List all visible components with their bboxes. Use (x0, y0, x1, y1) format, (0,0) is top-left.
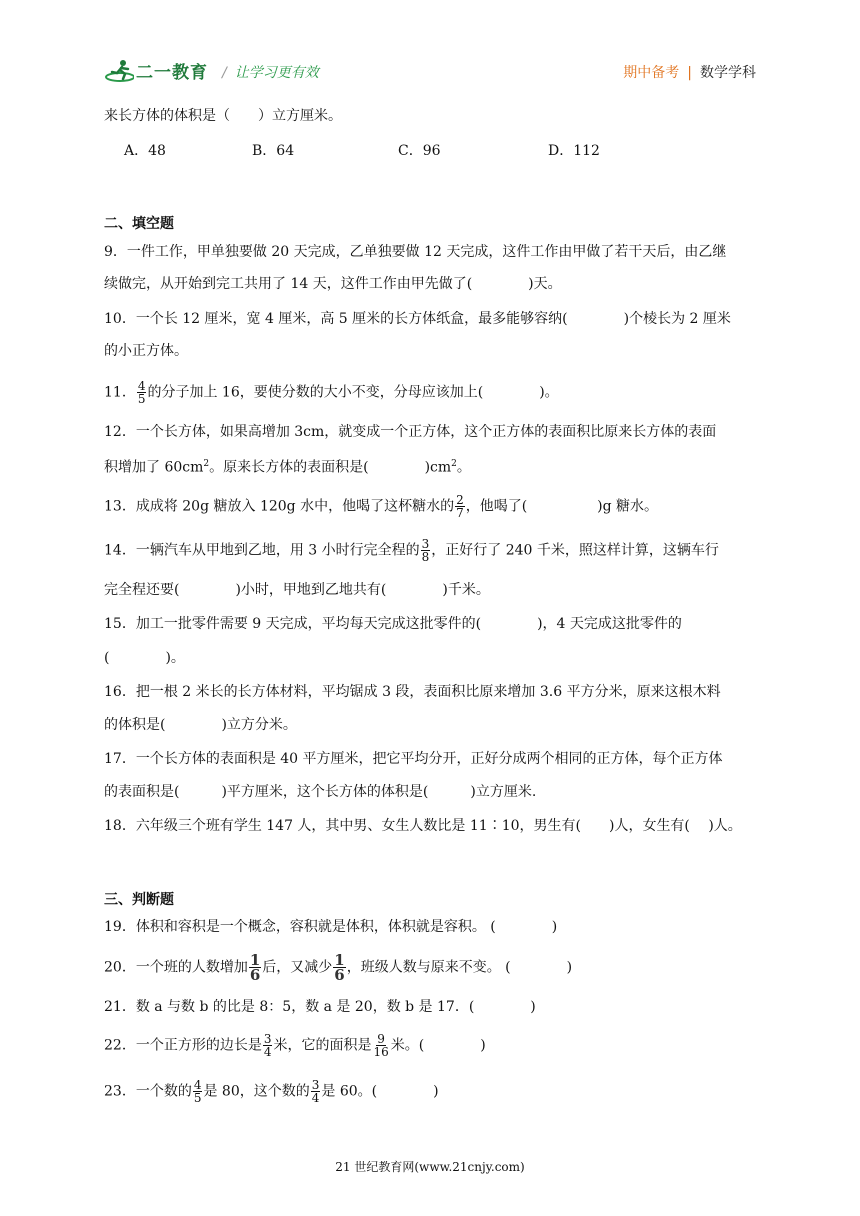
q12-part-b: 。原来长方体的表面积是( )cm (209, 459, 452, 476)
q11-post: 的分子加上 16，要使分数的大小不变，分母应该加上( )。 (147, 384, 559, 401)
q18: 18．六年级三个班有学生 147 人，其中男、女生人数比是 11∶10，男生有( )人，女生有( )人。 (104, 818, 742, 834)
superscript: 2 (451, 459, 457, 469)
fraction (249, 953, 261, 982)
denominator: 5 (193, 1091, 202, 1105)
denominator: 5 (137, 392, 146, 406)
page-footer: 21 世纪教育网(www.21cnjy.com) (335, 1160, 525, 1174)
numerator: 3 (263, 1032, 272, 1046)
q13 (104, 494, 658, 519)
fraction (137, 380, 147, 405)
numerator: 4 (137, 379, 146, 393)
denominator: 4 (263, 1045, 272, 1059)
q8-options (124, 140, 600, 162)
q13-post: ，他喝了( )g 糖水。 (465, 498, 659, 515)
denominator: 16 (373, 1045, 389, 1059)
superscript: 2 (203, 459, 210, 469)
option-d: D．112 (548, 143, 600, 159)
q23 (104, 1079, 439, 1104)
q19: 19．体积和容积是一个概念，容积就是体积，体积就是容积。 ( ) (104, 919, 558, 935)
q23-mid: 是 80，这个数的 (203, 1083, 310, 1100)
slogan-text: 让学习更有效 (234, 65, 319, 81)
runner-logo-icon (104, 59, 134, 83)
q8-tail: 来长方体的体积是（ ）立方厘米。 (104, 108, 342, 124)
exam-label: 期中备考 (623, 65, 680, 81)
slogan: / 让学习更有效 (222, 65, 319, 81)
q15-line2: ( )。 (104, 650, 185, 666)
header-separator: | (687, 65, 692, 81)
option-a: A．48 (124, 143, 166, 159)
q14-post: ，正好行了 240 千米，照这样计算，这辆车行 (431, 542, 719, 559)
denominator: 8 (421, 550, 430, 564)
denominator: 7 (456, 506, 464, 520)
q14-pre: 14．一辆汽车从甲地到乙地，用 3 小时行完全程的 (104, 542, 420, 559)
subject-label: 数学学科 (700, 65, 756, 81)
q12-part-a: 积增加了 60cm (104, 459, 204, 476)
brand-logo (104, 58, 208, 83)
q22-post: 米。( ) (390, 1037, 486, 1054)
q10-line2: 的小正方体。 (104, 343, 188, 359)
q23-pre: 23．一个数的 (104, 1083, 192, 1100)
q20-post: ，班级人数与原来不变。 ( ) (346, 959, 573, 976)
q15-line1: 15．加工一批零件需要 9 天完成，平均每天完成这批零件的( )，4 天完成这批零件的 (104, 616, 682, 632)
q12-part-c: 。 (456, 459, 471, 476)
section-heading-fill: 二、填空题 (104, 216, 174, 232)
numerator: 3 (311, 1078, 320, 1092)
q10-line1: 10．一个长 12 厘米，宽 4 厘米，高 5 厘米的长方体纸盒，最多能够容纳( )个棱长为 2 厘米 (104, 311, 731, 327)
q11 (104, 380, 559, 405)
q17-line1: 17．一个长方体的表面积是 40 平方厘米，把它平均分开，正好分成两个相同的正方体，每个正方体 (104, 751, 723, 767)
numerator: 2 (456, 493, 464, 507)
fraction (193, 1079, 203, 1104)
page-header (0, 0, 860, 100)
denominator: 6 (334, 966, 345, 984)
denominator: 4 (311, 1091, 320, 1105)
q20 (104, 953, 572, 982)
q11-pre: 11． (104, 384, 136, 401)
numerator: 4 (193, 1078, 202, 1092)
q21: 21．数 a 与数 b 的比是 8：5，数 a 是 20，数 b 是 17．( ) (104, 999, 536, 1015)
numerator: 1 (249, 951, 261, 969)
fraction (311, 1079, 321, 1104)
section-heading-judge: 三、判断题 (104, 892, 174, 908)
header-right (623, 62, 756, 82)
fraction (455, 494, 465, 519)
fraction (263, 1033, 273, 1058)
q22 (104, 1033, 486, 1058)
logo-text: 二一教育 (136, 63, 208, 83)
q22-mid: 米，它的面积是 (273, 1037, 372, 1054)
q20-pre: 20．一个班的人数增加 (104, 959, 248, 976)
option-b: B．64 (252, 143, 295, 159)
numerator: 1 (334, 951, 345, 969)
fraction (333, 953, 345, 982)
q20-mid: 后，又减少 (262, 959, 333, 976)
fraction (372, 1033, 389, 1058)
q9-line2: 续做完，从开始到完工共用了 14 天，这件工作由甲先做了( )天。 (104, 276, 562, 292)
q14-line2: 完全程还要( )小时，甲地到乙地共有( )千米。 (104, 582, 490, 598)
q13-pre: 13．成成将 20g 糖放入 120g 水中，他喝了这杯糖水的 (104, 498, 455, 515)
numerator: 9 (377, 1032, 385, 1046)
q16-line2: 的体积是( )立方分米。 (104, 717, 297, 733)
q16-line1: 16．把一根 2 米长的长方体材料，平均锯成 3 段，表面积比原来增加 3.6 平方分米，原来这根木料 (104, 684, 721, 700)
q17-line2: 的表面积是( )平方厘米，这个长方体的体积是( )立方厘米. (104, 784, 537, 800)
q14-line1 (104, 538, 719, 563)
q22-pre: 22．一个正方形的边长是 (104, 1037, 262, 1054)
q9-line1: 9．一件工作，甲单独要做 20 天完成，乙单独要做 12 天完成，这件工作由甲做了若干天后，由乙继 (104, 244, 727, 260)
option-c: C．96 (398, 143, 441, 159)
denominator: 6 (249, 966, 261, 984)
fraction (421, 538, 431, 563)
q12-line1: 12．一个长方体，如果高增加 3cm，就变成一个正方体，这个正方体的表面积比原来长方体的表面 (104, 424, 717, 440)
q23-post: 是 60。( ) (321, 1083, 439, 1100)
q12-line2 (104, 453, 471, 479)
numerator: 3 (421, 537, 430, 551)
